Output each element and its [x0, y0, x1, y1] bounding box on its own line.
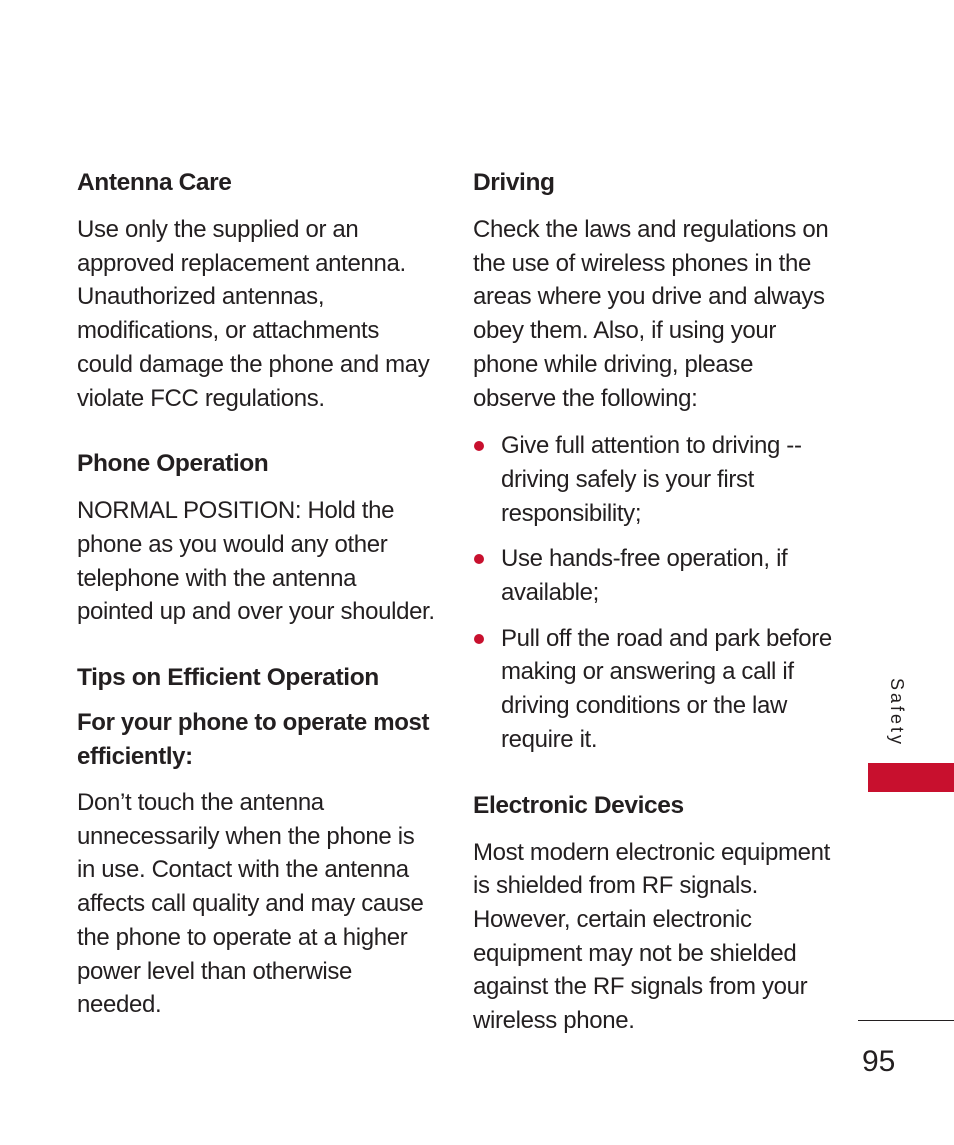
left-column [77, 166, 437, 1054]
list-item [473, 622, 833, 757]
list-item-text: Give full attention to driving -- driving safely is your first responsibility; [501, 432, 802, 527]
tips-body: Don’t touch the antenna unnecessarily when the phone is in use. Contact with the antenna affects call quality and may cause the phone to operate at a higher power level than otherwise needed. [77, 789, 424, 1019]
tips-heading: Tips on Efficient Operation [77, 664, 379, 692]
driving-heading: Driving [473, 169, 555, 196]
phone-operation-body: NORMAL POSITION: Hold the phone as you would any other telephone with the antenna pointed up and over your shoulder. [77, 497, 435, 626]
list-item [473, 429, 833, 530]
list-item [473, 542, 833, 609]
bullet-icon [474, 634, 484, 644]
right-column [473, 166, 833, 1070]
bullet-icon [474, 554, 484, 564]
driving-body: Check the laws and regulations on the use of wireless phones in the areas where you drive and always obey them. Also, if using your phone while driving, please observe the following: [473, 216, 829, 412]
list-item-text: Pull off the road and park before making or answering a call if driving conditions or the law require it. [501, 624, 832, 753]
phone-operation-heading: Phone Operation [77, 450, 269, 478]
list-item-text: Use hands-free operation, if available; [501, 545, 788, 607]
section-tab-marker [868, 763, 954, 792]
page-number: 95 [862, 1045, 896, 1078]
electronic-devices-body: Most modern electronic equipment is shielded from RF signals. However, certain electronic equipment may not be shielded against the RF signals from your wireless phone. [473, 838, 830, 1035]
antenna-care-heading: Antenna Care [77, 169, 232, 196]
tips-subheading: For your phone to operate most efficiently: [77, 709, 430, 771]
page-number-divider [858, 1020, 954, 1021]
antenna-care-body: Use only the supplied or an approved replacement antenna. Unauthorized antennas, modifications, or attachments could damage the phone and may violate FCC regulations. [77, 216, 430, 412]
bullet-icon [474, 441, 484, 451]
section-tab-label: Safety [887, 678, 907, 748]
driving-bullet-list [473, 429, 833, 756]
electronic-devices-heading: Electronic Devices [473, 791, 684, 819]
